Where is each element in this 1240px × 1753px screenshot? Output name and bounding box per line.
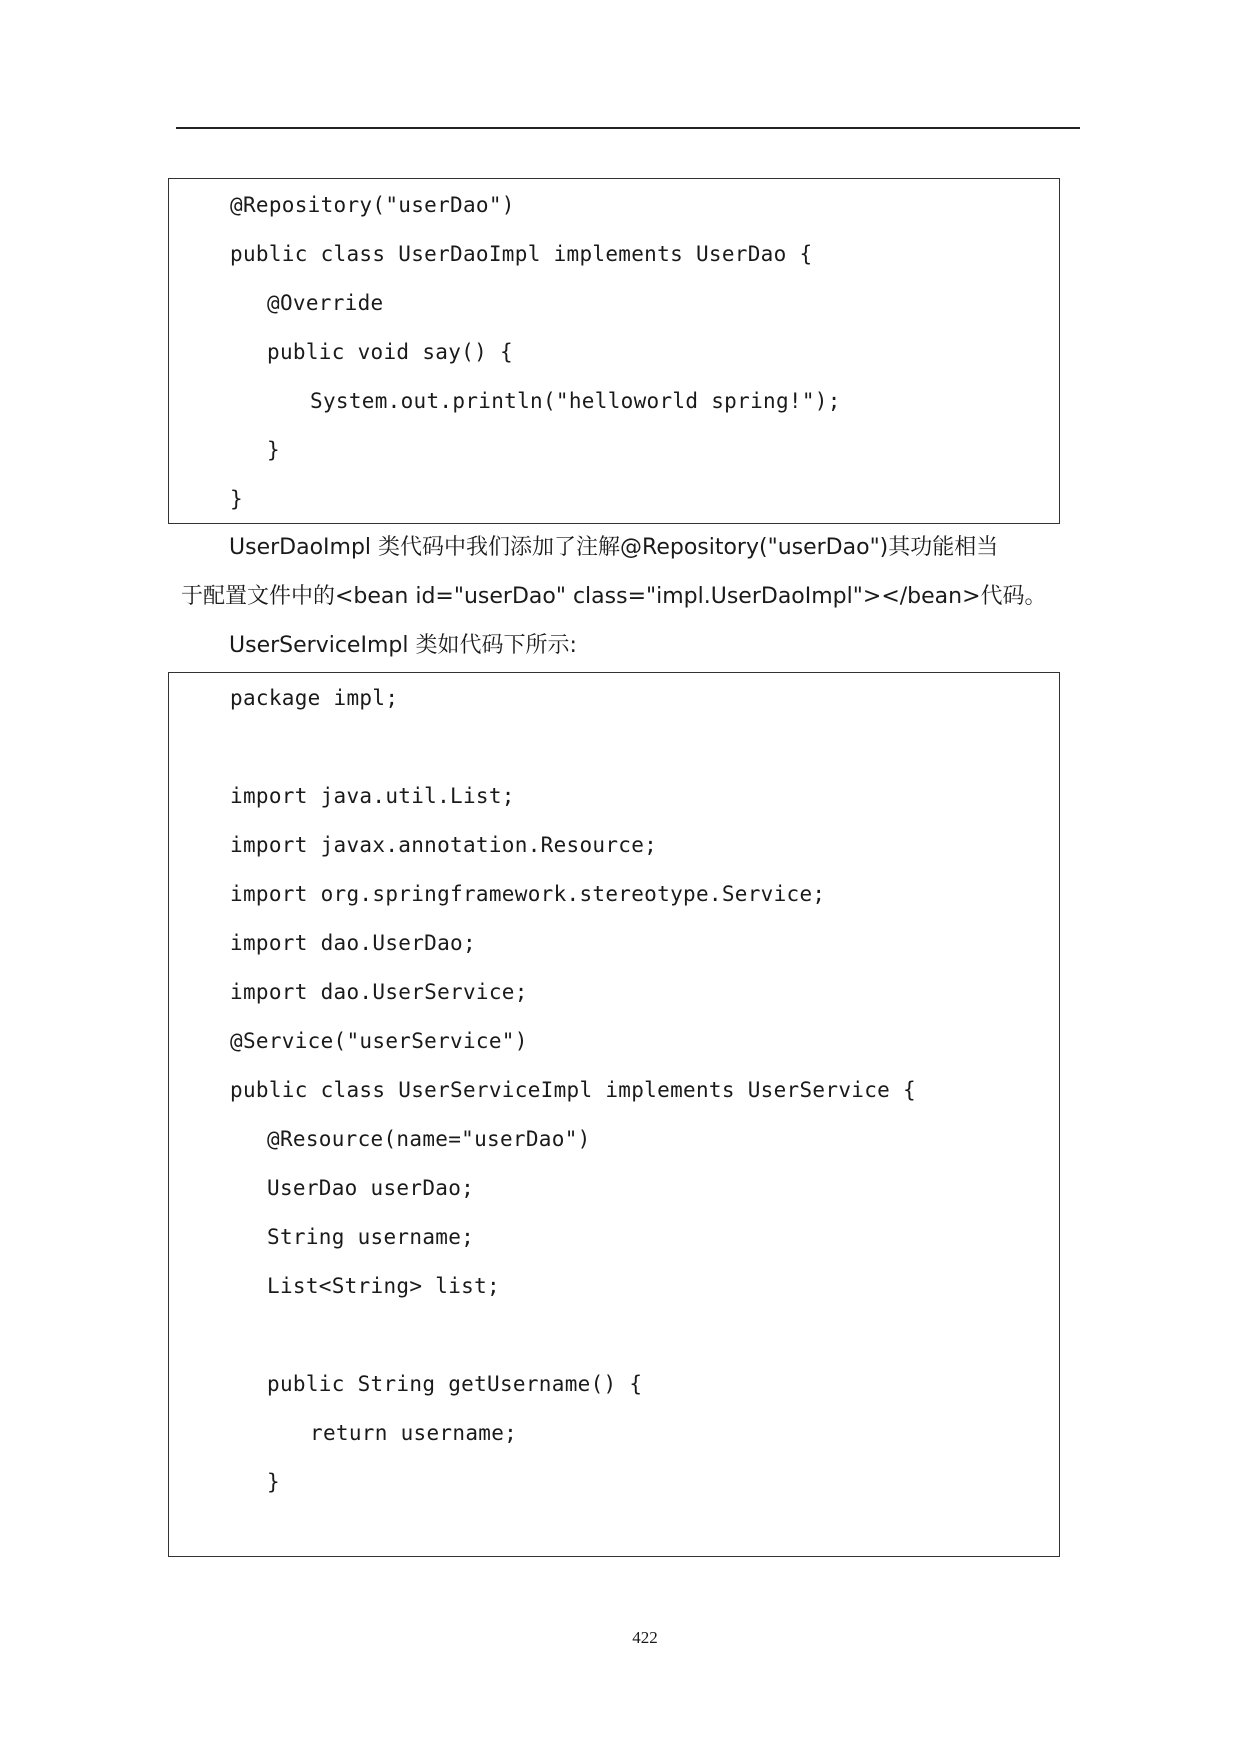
- code-line: import dao.UserService;: [230, 980, 528, 1004]
- code-line: List<String> list;: [267, 1274, 500, 1298]
- code-line: }: [230, 487, 243, 511]
- code-line: String username;: [267, 1225, 475, 1249]
- code-line: package impl;: [230, 686, 399, 710]
- code-line: public class UserServiceImpl implements UserService {: [230, 1078, 916, 1102]
- code-block-userserviceimpl: [168, 672, 1060, 1557]
- code-line: return username;: [310, 1421, 518, 1445]
- code-line: @Repository("userDao"): [230, 193, 515, 217]
- code-line: import java.util.List;: [230, 784, 515, 808]
- paragraph-line: UserDaoImpl 类代码中我们添加了注解@Repository("userDao")其功能相当: [229, 535, 999, 560]
- code-block-userdaoimpl: [168, 178, 1060, 524]
- code-line: public String getUsername() {: [267, 1372, 643, 1396]
- page-number: 422: [632, 1628, 658, 1647]
- code-line: System.out.println("helloworld spring!");: [310, 389, 841, 413]
- code-line: public void say() {: [267, 340, 513, 364]
- code-line: @Override: [267, 291, 384, 315]
- code-line: }: [267, 438, 280, 462]
- code-line: import javax.annotation.Resource;: [230, 833, 658, 857]
- header-rule: [176, 127, 1080, 129]
- code-line: @Service("userService"): [230, 1029, 528, 1053]
- code-line: UserDao userDao;: [267, 1176, 475, 1200]
- paragraph-intro: UserServiceImpl 类如代码下所示:: [229, 633, 577, 658]
- code-line: }: [267, 1470, 280, 1494]
- paragraph-line: 于配置文件中的<bean id="userDao" class="impl.UserDaoImpl"></bean>代码。: [181, 584, 1047, 609]
- code-line: public class UserDaoImpl implements UserDao {: [230, 242, 813, 266]
- code-line: @Resource(name="userDao"): [267, 1127, 591, 1151]
- code-line: import org.springframework.stereotype.Service;: [230, 882, 826, 906]
- code-line: import dao.UserDao;: [230, 931, 476, 955]
